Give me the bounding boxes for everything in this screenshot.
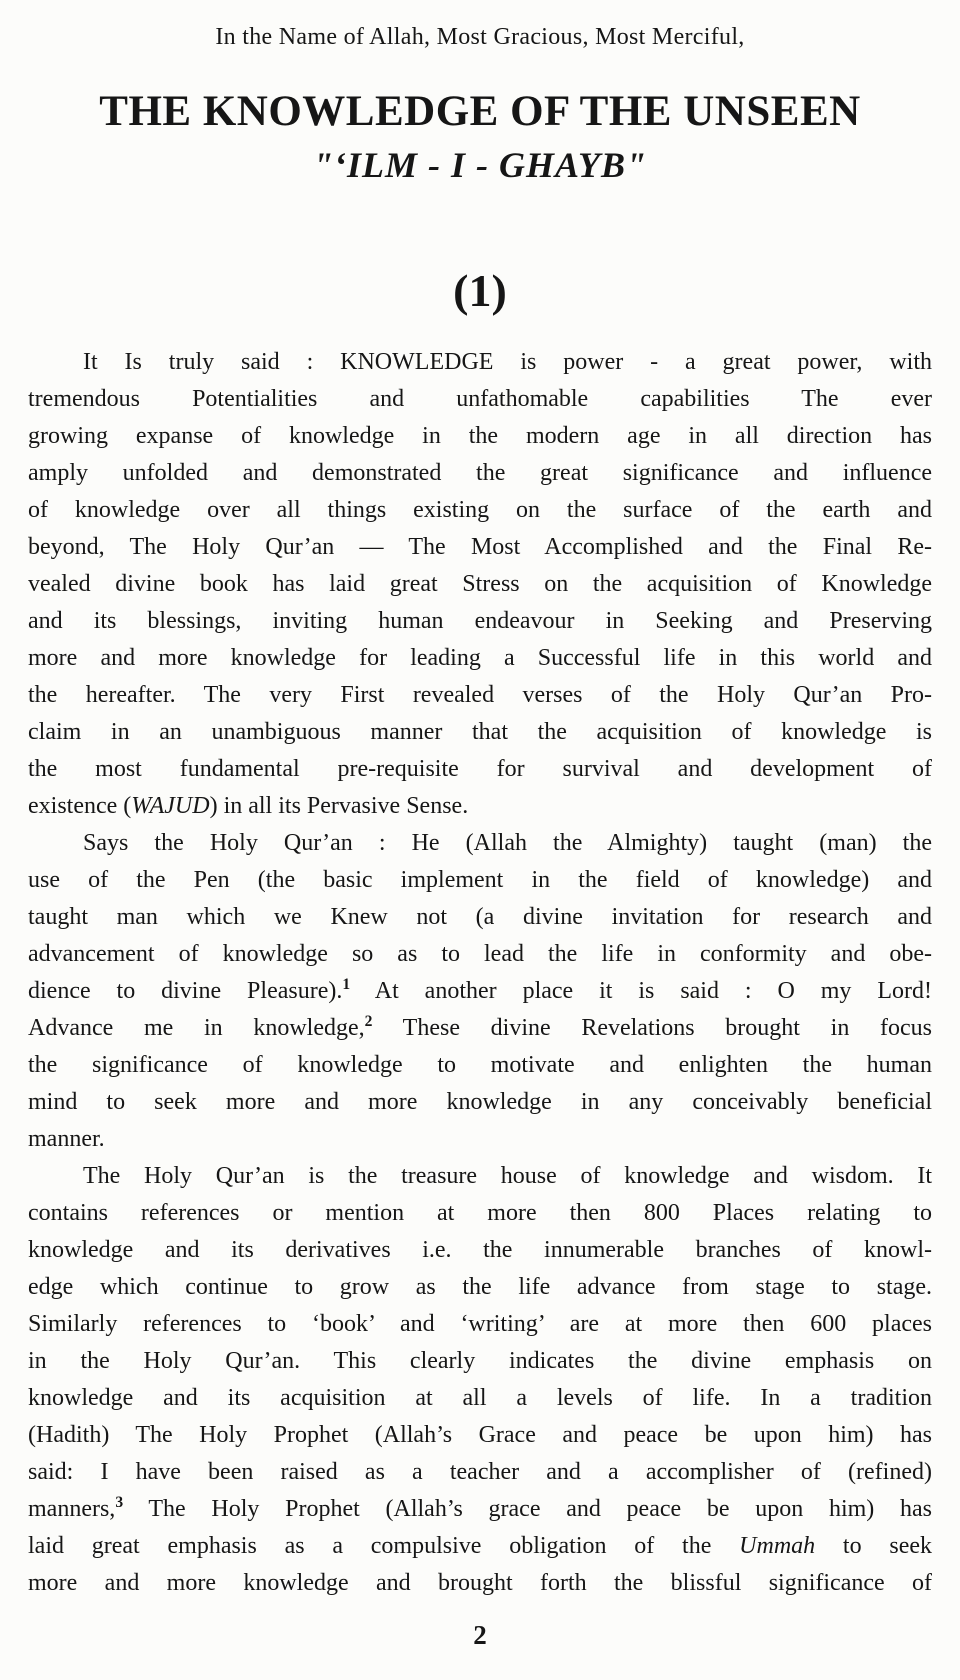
text-line: more and more knowledge for leading a Successful life in this world and [28,645,932,671]
text-line: taught man which we Knew not (a divine invitation for research and [28,904,932,930]
text-line: the significance of knowledge to motivate and enlighten the human [28,1052,932,1078]
paragraph [28,825,932,1158]
text-line: Advance me in knowledge,$^2$ These divine Revelations brought in focus [28,1013,932,1041]
text-line: existence (WAJUD) in all its Pervasive Sense. [28,793,469,819]
text-line: of knowledge over all things existing on the surface of the earth and [28,497,932,523]
text-line: and its blessings, inviting human endeavour in Seeking and Preserving [28,608,932,634]
text-line: vealed divine book has laid great Stress on the acquisition of Knowledge [28,571,932,597]
paragraph [28,1158,932,1602]
footnote-marker: 2 [364,1013,373,1030]
paragraph [28,344,932,825]
text-line: mind to seek more and more knowledge in any conceivably beneficial [28,1089,932,1115]
text-line: edge which continue to grow as the life advance from stage to stage. [28,1274,932,1300]
text-line: the most fundamental pre-requisite for survival and development of [28,756,932,782]
bismillah-line: In the Name of Allah, Most Gracious, Most Merciful, [215,24,745,50]
text-line: manners,$^3$ The Holy Prophet (Allah’s grace and peace be upon him) has [28,1494,932,1522]
text-line: dience to divine Pleasure).$^1$ At another place it is said : O my Lord! [28,976,932,1004]
text-line: knowledge and its acquisition at all a levels of life. In a tradition [28,1385,932,1411]
text-line: knowledge and its derivatives i.e. the innumerable branches of knowl- [28,1237,932,1263]
text-line: claim in an unambiguous manner that the acquisition of knowledge is [28,719,932,745]
body-text [28,344,932,1602]
text-line: use of the Pen (the basic implement in the field of knowledge) and [28,867,932,893]
page-number: 2 [473,1620,487,1650]
text-line: manner. [28,1126,105,1152]
text-line: It Is truly said : KNOWLEDGE is power - a great power, with [83,349,932,375]
text-line: amply unfolded and demonstrated the great significance and influence [28,460,932,486]
footnote-marker: 3 [115,1494,124,1511]
text-line: said: I have been raised as a teacher and a accomplisher of (refined) [28,1459,932,1485]
text-line: in the Holy Qur’an. This clearly indicates the divine emphasis on [28,1348,932,1374]
text-line: advancement of knowledge so as to lead the life in conformity and obe- [28,941,932,967]
page-subtitle: "‘ILM - I - GHAYB" [313,145,647,185]
footnote-marker: 1 [342,976,351,993]
text-line: The Holy Qur’an is the treasure house of knowledge and wisdom. It [83,1163,932,1189]
text-line: contains references or mention at more then 800 Places relating to [28,1200,932,1226]
text-line: more and more knowledge and brought forth the blissful significance of [28,1570,932,1596]
text-line: growing expanse of knowledge in the modern age in all direction has [28,423,932,449]
text-line: Similarly references to ‘book’ and ‘writing’ are at more then 600 places [28,1311,932,1337]
text-line: beyond, The Holy Qur’an — The Most Accomplished and the Final Re- [28,534,932,560]
section-number: (1) [453,265,507,316]
text-line: Says the Holy Qur’an : He (Allah the Almighty) taught (man) the [83,830,932,856]
text-line: (Hadith) The Holy Prophet (Allah’s Grace and peace be upon him) has [28,1422,932,1448]
text-line: the hereafter. The very First revealed verses of the Holy Qur’an Pro- [28,682,932,708]
text-line: laid great emphasis as a compulsive obligation of the Ummah to seek [28,1533,933,1559]
text-line: tremendous Potentialities and unfathomable capabilities The ever [28,386,932,412]
page-title: THE KNOWLEDGE OF THE UNSEEN [99,88,861,135]
